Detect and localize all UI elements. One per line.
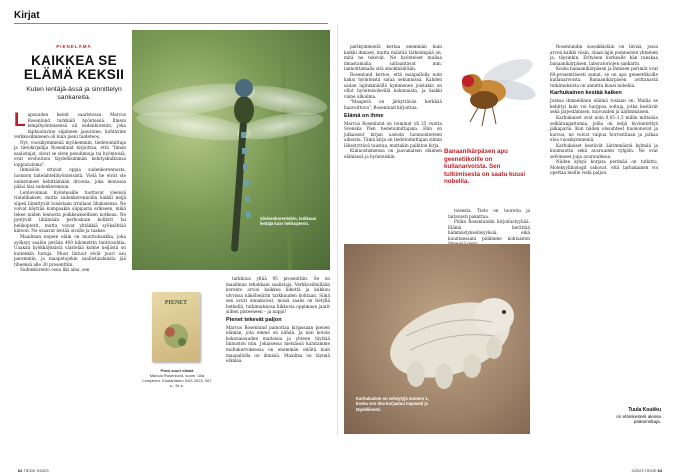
page-number-right: 63 xyxy=(657,468,662,473)
paragraph xyxy=(14,112,126,140)
subhead-life-is-miracle: Elämä on ihme xyxy=(344,112,384,119)
paragraph: Joskus ihmeellinen eläimä tosiaan on. Mallia se kehittyi kuin voi harppoa soltuja, jotka kestävät sekä järjestämisen, kuivuuden ja äärimmäisen. xyxy=(550,98,658,115)
book-caption-title: Piani suuri elämä xyxy=(160,368,194,373)
paragraph: Karhukaiset ovat noin 0,05–1,5 millin mittaisia selkärangattomia, joilla on neljä hyvinntettyä jalkaparia. Kun niiden olosuhteet huononevat ja kuivuu, ne voivat vaipua horrostilaan ja jatkaa eloa vuosikymmeniä. xyxy=(550,115,658,143)
book-caption xyxy=(140,368,214,388)
paragraph: Sudenkorento osuu liki aina, sen xyxy=(20,267,90,273)
paragraph: Lentovoiman hyönteisille tuottavat yleensä rintalihakset, mutta sudenkorennoilla kaikki neljä siipeä liimittyvät toisistaan irrallaan lihaksiensa. Ne voivat käyttää kumpaakin siipiparia erikseen, mikä tekee niiden lennosta poikkeuksellisen notkeaa. Ne pystyvät liitämään perhoskuin kolibrit tai helikopterit, mutta voivat yhtäkkiä syöksähtää kiitoon. Ne osaavat lentää sivulle ja taakse. xyxy=(14,189,126,234)
paragraph: Maailman nopein eläin on muuttohaukka, joka syöksyy saaliin perään 400 kilometrin tuntivauhtia. Uaakan hyökkäyksistä väistelää kolme neljästä on kuitenkin hutuja. Muut lintuut eivät juuri osu paremmin, ja maapetojekin saaliistaiskuista jää tiheensä alle 30 prosenttiin. xyxy=(14,234,126,267)
paragraph-text: apsuuden keinit saaristossa Marcus Rosenlund tarkkaili hyönteisiä. Ilmeni lempihyönteisensä oli sudenkorento, joka täpkuuluvine siipineen jaauroine, kohtavine verkkosilmineen oli kuin pieni taideteos. xyxy=(14,112,126,140)
article-deck: Kuten lentäjä-ässä ja sinnittelyn sankareita. xyxy=(26,86,122,102)
paragraph: parikymmentä kertaa enemmän kuin kaikki ihmiset, mutta määrää tärkeämpää on, mitä ne tekevät. Ne hyönteiset mullaa ilmastamalla, saltaantavat mm. lannoittamalla sitä sinokmäärään. xyxy=(344,44,442,72)
section-label: Kirjat xyxy=(14,10,40,21)
pullquote: Banaanikärpäsen apu geenetiikoille on kullanarvoista. Sen tutkimisesta on saatu kuusi nobeliia. xyxy=(444,148,526,186)
paragraph: Ihmisöön ottavat oppia sudenkorennosta, luonnon taitelahtelihyönteisistä. Vielä he eivät ole onnistuneet kehittämään droonia, joka lennossa pääsi täsi sudenkorennon. xyxy=(14,167,126,190)
paragraph: "Maaperä on järkyttävän herkkää haavoittuva", Rosenlund kirjoittaa. xyxy=(344,99,442,111)
body-column-4 xyxy=(448,208,530,247)
article-kicker: PIENELÄMÄ xyxy=(56,44,92,49)
tardigrade-caption: Karhukainen on selviytyjä numero 1, koska sen dna korjaatuu nopeasti ja täydellisesti. xyxy=(356,396,429,412)
dropcap: L xyxy=(14,110,26,131)
paragraph: Marcus Rosenlund on toiminut yli 25 vuotta Svenska Ylen tiedetoimittajana. Hän on julkaissut kirjan useista luonnontieteen aiheista. Tämä kirja on tiedetoimittajan silmin lähestyttävä taustaa, muttakin palkiton kirja. xyxy=(344,120,442,148)
book-cover-title: PIENET xyxy=(164,300,188,306)
paragraph: Koska banaanikärpäsen ja ihmisen perimät ovat 60-prosenttisesti samat, se on apu geneettikoille kullanarvoista. Banaanikärpäsen avittanastä tutkimuksista on annettu kuusi nobeliia. xyxy=(550,66,658,88)
left-page xyxy=(14,30,330,473)
article-headline: KAIKKEA SE ELÄMÄ KEKSII xyxy=(23,53,125,82)
fruit-fly-illustration xyxy=(448,50,540,140)
subhead-small-life: Pienet tekevät paljon xyxy=(226,316,282,323)
dragonfly-photo xyxy=(132,30,330,270)
author-name: Tuula Koukku xyxy=(628,407,661,413)
page-number-left: 62 xyxy=(18,468,23,473)
paragraph: tarkkuus yltää 95 prosenttiin. Se on maailman tehokkain saalistaja. Verkkosilmillään korento arvioi kaikkea liikettä ja kiikkuu ulvvissa näköhenirin tarkkuuden kohtaan. Siinä sen avuri ennakoivat, missä saalis on tietyllä hetkellä, tutkimuksissa liikkuvia oppimaan jaarit siihen pisteeseen – ja nappi! xyxy=(226,276,330,315)
paragraph: toisesta. Tieto on tuoreita ja taitavasti pakattua. xyxy=(448,208,530,219)
tardigrade-photo xyxy=(344,244,530,434)
paragraph: Rosenlundin suosikkieläin on tiivisä, jossa arvon kaikki viisin, olaan lajin pomnesten yhteinen ja, täysinkin. Erityisen korkealle hän ranskaa banaanikärpäsen, laboratoriojen sankarin. xyxy=(550,44,658,66)
dragonfly-caption: Sininenkorentokin, tarkkuus lentäjä kuin helikopterin. xyxy=(260,216,317,227)
body-column-1 xyxy=(14,112,126,273)
paragraph: Nyt, vuosikymmeniä myöhemmin, tiedetoimittaja ja tietokirjailija Rosenlund kirjoittaa, että "Ilman saalistajat, olivat se siten pesulinnuja tai hyönteisiä, ovat evoluution täydellisimmän kehityskulkunsa loppiutuloma". xyxy=(14,139,126,167)
footer-left-text: TIEDE 3/2023 xyxy=(23,468,49,473)
body-column-3 xyxy=(344,44,442,159)
paragraph: Kiinnostuksensa on jaavanaisen eläimen elämässä ja hyönteiskin. xyxy=(344,148,442,159)
author-credit xyxy=(599,408,661,425)
right-page xyxy=(344,30,662,473)
paragraph: Niiden kykyä korjata perimää on tutkittu. Molekyylibiologit uskovat, että tarhakainen voi opettaa meille vielä paljon. xyxy=(550,159,658,176)
dragonfly-illustration xyxy=(132,30,330,270)
footer-right-text: 3/2023 TIEDE xyxy=(631,468,657,473)
body-column-2 xyxy=(226,276,330,364)
author-role: on eläinkeskeli alessa päätoimittaja. xyxy=(616,413,661,425)
footer-left xyxy=(18,468,49,473)
book-caption-details: Marcus Rosenlund, suom. Ulla Lempinen. Kustantamo S&S 2023. 267 s., 34 e. xyxy=(142,373,212,388)
section-rule xyxy=(14,23,328,24)
page-gutter xyxy=(337,24,338,436)
body-column-5 xyxy=(550,44,658,176)
paragraph: Karhukaiset kestävät äärimmäistä kylmää ja kuumuutta sekä avaruuden tyhjiön. Ne ovat selvinneet jopa avaruudessa. xyxy=(550,142,658,159)
book-cover-art xyxy=(152,292,200,362)
paragraph: Rosenlund kertoo, että maapallolla noin kaksi hyönteistä sataa sekunnissa. Kahden sadan lajitukinäöllä kymmenen joistakin on ollut hyönteisolevillä kokonaista, ja kaikki viime ulkoilma. xyxy=(344,71,442,99)
paragraph: Marcus Rosenlund painottaa kirjassaan pienen elämän, jota emme on nähdä. Ja niin kotoin kokonaisuuden maitoisia ja yhteen täyttää linnuston niin. Jokaisessa metsässä kulutamme multakerroksessa on enemmän eliöitä kuin maapallolla on ihmisiä. Maailma on täynnä elämää. xyxy=(226,324,330,364)
paragraph: Pidän Rosenlundin kirjoitustyyliää. Elämä herättää hämmästyksellisyyksiä, eikä kuuntaessani pidämme kohtaisten xyxy=(448,219,530,241)
book-cover xyxy=(152,292,200,362)
subhead-tardigrade: Karhukainen kestää kaiken xyxy=(550,90,622,97)
footer-right xyxy=(602,468,662,473)
